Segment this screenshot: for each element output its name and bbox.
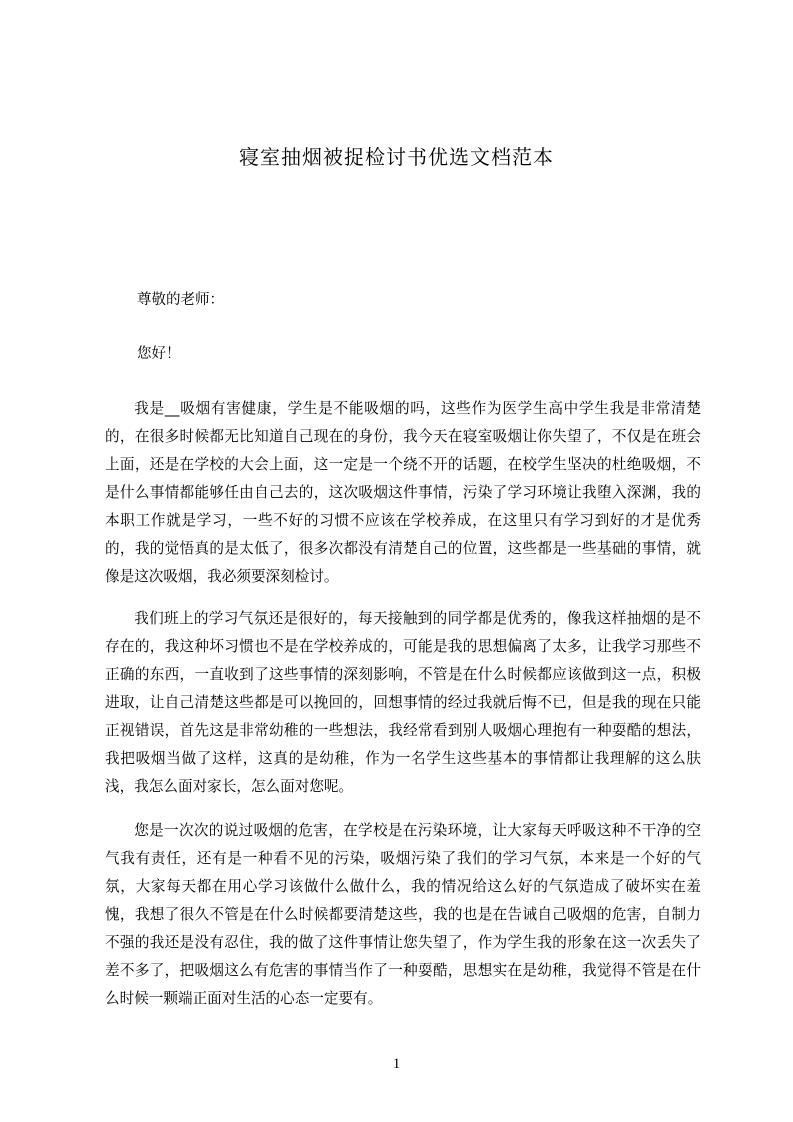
hello-line: 您好！	[137, 346, 181, 362]
greeting-line: 尊敬的老师：	[137, 292, 224, 308]
body-paragraph-1: 我是__吸烟有害健康，学生是不能吸烟的吗，这些作为医学生高中学生我是非常清楚的，在很多时候都无比知道自己现在的身份，我今天在寝室吸烟让你失望了，不仅是在班会上面，还是在学校的大会上面，这一定是一个绕不开的话题，在校学生坚决的杜绝吸烟，不是什么事情都能够任由自己去的，这次吸烟这件事情，污染了学习环境让我堕入深渊，我的本职工作就是学习，一些不好的习惯不应该在学校养成，在这里只有学习到好的才是优秀的，我的觉悟真的是太低了，很多次都没有清楚自己的位置，这些都是一些基础的事情，就像是这次吸烟，我必须要深刻检讨。	[105, 400, 701, 585]
page-title: 寝室抽烟被捉检讨书优选文档范本	[239, 145, 554, 169]
body-paragraph-3: 您是一次次的说过吸烟的危害，在学校是在污染环境，让大家每天呼吸这种不干净的空气我有责任，还有是一种看不见的污染，吸烟污染了我们的学习气氛，本来是一个好的气氛，大家每天都在用心学习该做什么做什么，我的情况给这么好的气氛造成了破坏实在羞愧，我想了很久不管是在什么时候都要清楚这些，我的也是在告诫自己吸烟的危害，自制力不强的我还是没有忍住，我的做了这件事情让您失望了，作为学生我的形象在这一次丢失了差不多了，把吸烟这么有危害的事情当作了一种耍酷，思想实在是幼稚，我觉得不管是在什么时候一颗端正面对生活的心态一定要有。	[105, 822, 701, 1007]
body-paragraph-2: 我们班上的学习气氛还是很好的，每天接触到的同学都是优秀的，像我这样抽烟的是不存在的，我这种坏习惯也不是在学校养成的，可能是我的思想偏离了太多，让我学习那些不正确的东西，一直收到了这些事情的深刻影响，不管是在什么时候都应该做到这一点，积极进取，让自己清楚这些都是可以挽回的，回想事情的经过我就后悔不已，但是我的现在只能正视错误，首先这是非常幼稚的一些想法，我经常看到别人吸烟心理抱有一种耍酷的想法，我把吸烟当做了这样，这真的是幼稚，作为一名学生这些基本的事情都让我理解的这么肤浅，我怎么面对家长，怎么面对您呢。	[105, 610, 701, 795]
page-number: 1	[392, 1056, 401, 1072]
